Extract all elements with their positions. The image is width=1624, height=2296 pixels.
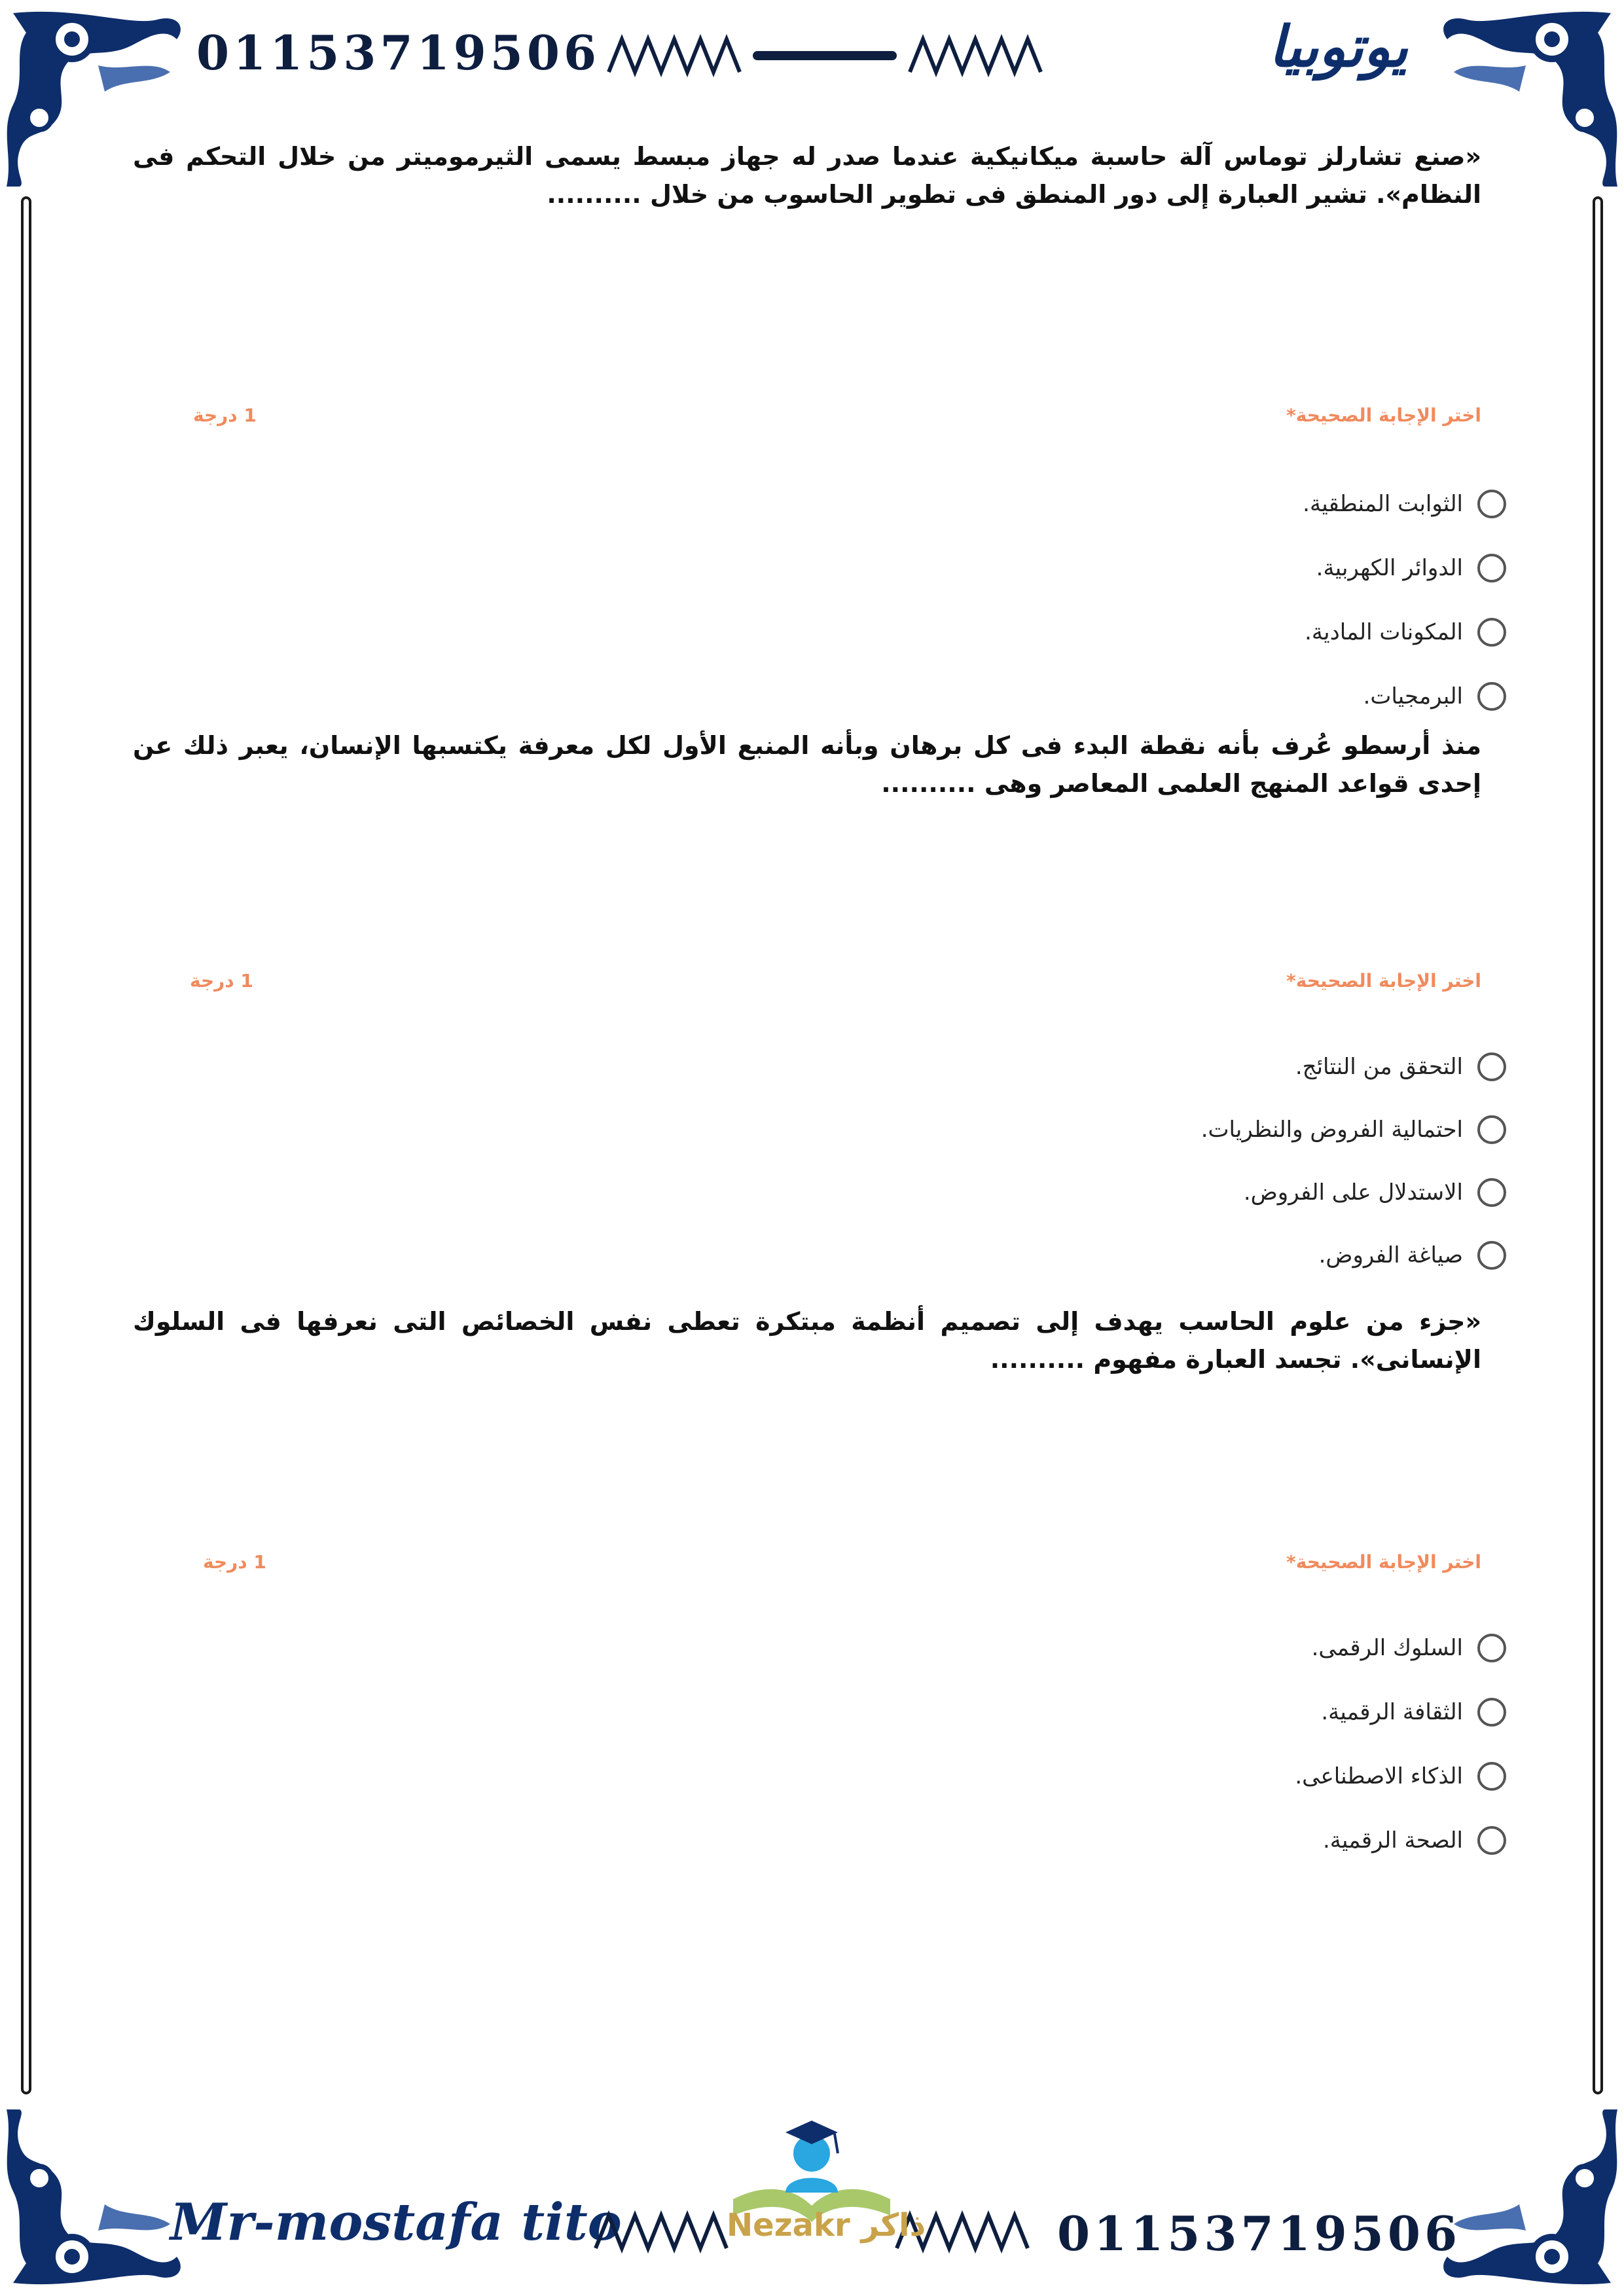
option-label: الاستدلال على الفروض.: [1243, 1179, 1463, 1206]
frame-right-border: [1593, 196, 1603, 2094]
radio-icon[interactable]: [1477, 1241, 1506, 1270]
option-label: احتمالية الفروض والنظريات.: [1200, 1117, 1463, 1143]
option-label: الدوائر الكهربية.: [1316, 555, 1463, 581]
option-label: الصحة الرقمية.: [1322, 1827, 1463, 1854]
option-label: المكونات المادية.: [1305, 619, 1463, 645]
option-label: صياغة الفروض.: [1318, 1242, 1463, 1268]
option-label: الثقافة الرقمية.: [1321, 1699, 1463, 1725]
header-brand: يوتوبيا: [1269, 14, 1408, 80]
option-label: الذكاء الاصطناعى.: [1295, 1763, 1463, 1789]
footer-logo-text: Nezakr ذاكر: [727, 2207, 926, 2244]
footer-signature: Mr-mostafa tito: [170, 2193, 622, 2252]
corner-ornament-bottom-right: [1428, 2106, 1624, 2296]
question-2-instruction: اختر الإجابة الصحيحة*: [1286, 970, 1481, 992]
option-label: السلوك الرقمى.: [1311, 1635, 1463, 1661]
radio-icon[interactable]: [1477, 1634, 1506, 1662]
option-label: البرمجيات.: [1363, 683, 1463, 709]
q2-option-4[interactable]: [1319, 1241, 1506, 1270]
question-3-text: «جزء من علوم الحاسب يهدف إلى تصميم أنظمة مبتكرة تعطى نفس الخصائص التى نعرفها فى السلوك الإنسانى». تجسد العبارة مفهوم ..........: [133, 1307, 1481, 1374]
q1-option-4[interactable]: [1363, 682, 1506, 711]
corner-ornament-bottom-left: [0, 2106, 196, 2296]
q2-option-1[interactable]: [1295, 1052, 1506, 1081]
q1-option-1[interactable]: [1303, 490, 1506, 518]
radio-icon[interactable]: [1477, 1698, 1506, 1727]
header-divider-ornament: [602, 33, 1047, 79]
frame-left-border: [21, 196, 31, 2094]
radio-icon[interactable]: [1477, 618, 1506, 647]
radio-icon[interactable]: [1477, 1052, 1506, 1081]
q3-option-2[interactable]: [1321, 1698, 1506, 1727]
question-2-text: منذ أرسطو عُرف بأنه نقطة البدء فى كل برهان وبأنه المنبع الأول لكل معرفة يكتسبها الإنسان، يعبر ذلك عن إحدى قواعد المنهج العلمى المعاصر وهى ..........: [133, 731, 1481, 798]
question-3-instruction: اختر الإجابة الصحيحة*: [1286, 1551, 1481, 1573]
radio-icon[interactable]: [1477, 1178, 1506, 1207]
q1-option-3[interactable]: [1305, 618, 1506, 647]
radio-icon[interactable]: [1477, 554, 1506, 583]
q3-option-4[interactable]: [1323, 1826, 1506, 1855]
q3-option-3[interactable]: [1295, 1762, 1506, 1791]
header-phone: 01153719506: [196, 25, 601, 81]
radio-icon[interactable]: [1477, 1826, 1506, 1855]
question-2-mark: 1 درجة: [190, 970, 253, 992]
question-1-mark: 1 درجة: [193, 404, 257, 426]
radio-icon[interactable]: [1477, 490, 1506, 518]
question-3-mark: 1 درجة: [203, 1551, 266, 1573]
question-1-instruction: اختر الإجابة الصحيحة*: [1286, 404, 1481, 426]
q2-option-2[interactable]: [1201, 1115, 1506, 1144]
q1-option-2[interactable]: [1316, 554, 1506, 583]
option-label: التحقق من النتائج.: [1295, 1054, 1463, 1080]
question-1-text: «صنع تشارلز توماس آلة حاسبة ميكانيكية عندما صدر له جهاز مبسط يسمى الثيرموميتر من خلال التحكم فى النظام». تشير العبارة إلى دور المنطق فى تطوير الحاسوب من خلال ..........: [133, 142, 1481, 209]
option-label: الثوابت المنطقية.: [1303, 491, 1463, 517]
q3-option-1[interactable]: [1312, 1634, 1506, 1662]
radio-icon[interactable]: [1477, 682, 1506, 711]
radio-icon[interactable]: [1477, 1115, 1506, 1144]
footer-phone: 01153719506: [1057, 2206, 1462, 2261]
radio-icon[interactable]: [1477, 1762, 1506, 1791]
q2-option-3[interactable]: [1244, 1178, 1506, 1207]
